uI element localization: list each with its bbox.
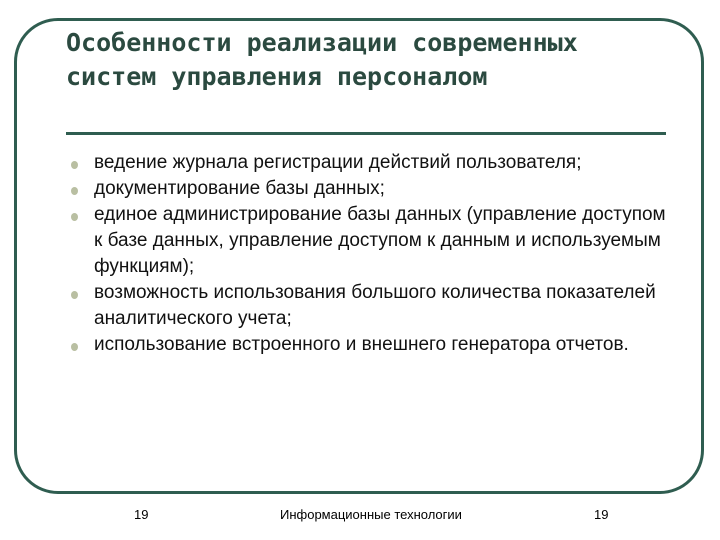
bullet-item	[66, 280, 666, 332]
bullet-dot-icon	[71, 343, 78, 351]
footer-page-number-right: 19	[594, 507, 609, 522]
bullet-text: ведение журнала регистрации действий пользователя;	[94, 152, 582, 173]
bullet-text: единое администрирование базы данных (управление доступом к базе данных, управление доступом к данным и используемым функциям);	[94, 204, 666, 277]
bullet-dot-icon	[71, 161, 78, 169]
title-underline	[66, 132, 666, 135]
bullet-item	[66, 176, 666, 202]
bullet-dot-icon	[71, 291, 78, 299]
footer-course-title: Информационные технологии	[280, 507, 462, 522]
bullet-text: возможность использования большого количества показателей аналитического учета;	[94, 282, 656, 329]
slide-title: Особенности реализации современных систем управления персоналом	[66, 28, 578, 91]
bullet-list	[66, 150, 666, 358]
bullet-dot-icon	[71, 187, 78, 195]
bullet-item	[66, 202, 666, 280]
footer-page-number-left: 19	[134, 507, 149, 522]
bullet-item	[66, 332, 666, 358]
bullet-text: документирование базы данных;	[94, 178, 385, 199]
bullet-text: использование встроенного и внешнего генератора отчетов.	[94, 334, 629, 355]
bullet-item	[66, 150, 666, 176]
bullet-dot-icon	[71, 213, 78, 221]
